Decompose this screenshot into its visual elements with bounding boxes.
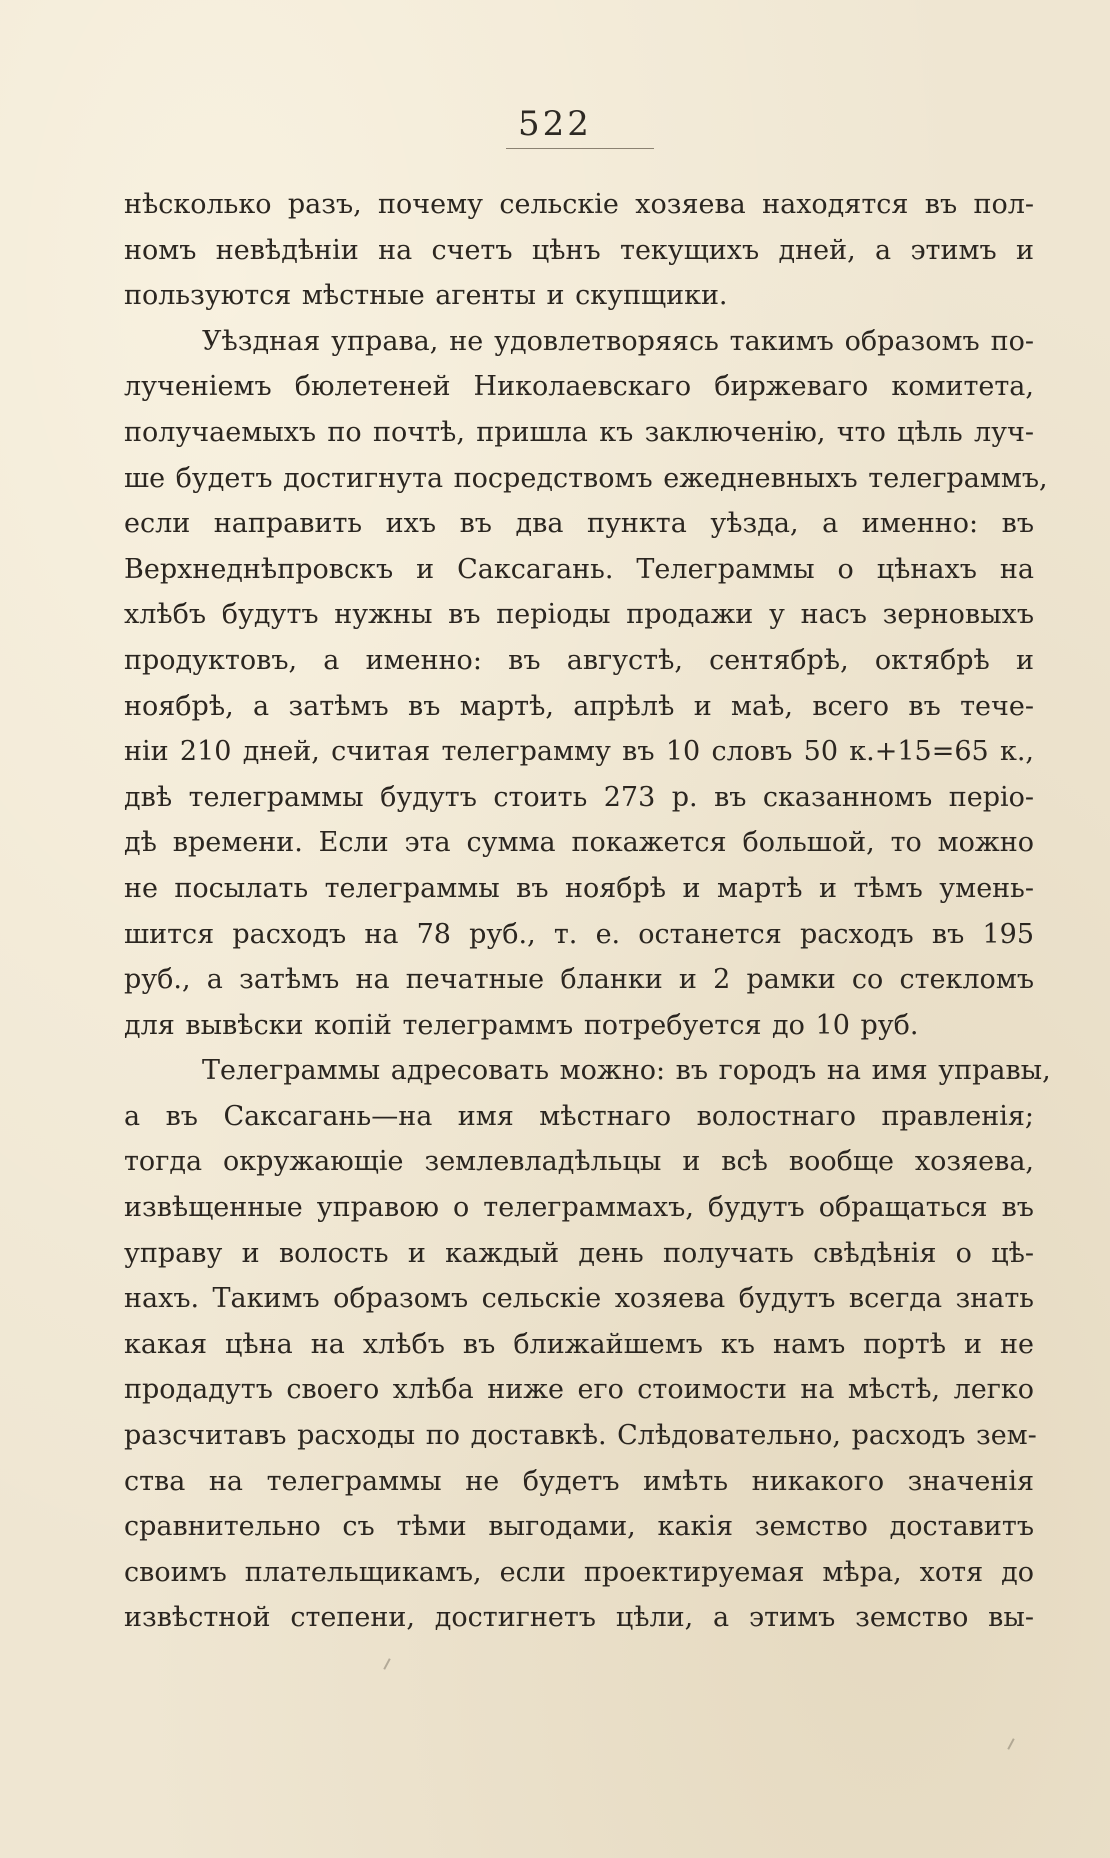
text-line: сравнительно съ тѣми выгодами, какія земство доставитъ bbox=[124, 1511, 1034, 1543]
text-line: а въ Саксагань—на имя мѣстнаго волостнаго правленія; bbox=[124, 1100, 1034, 1132]
text-line: нѣсколько разъ, почему сельскіе хозяева находятся въ пол- bbox=[124, 189, 1034, 220]
text-line: какая цѣна на хлѣбъ въ ближайшемъ къ намъ портѣ и не bbox=[124, 1328, 1034, 1360]
text-line: тогда окружающіе землевладѣльцы и всѣ вообще хозяева, bbox=[124, 1146, 1034, 1178]
text-line: шится расходъ на 78 руб., т. е. останется расходъ въ 195 bbox=[124, 918, 1034, 950]
text-line: лученіемъ бюлетеней Николаевскаго биржеваго комитета, bbox=[124, 371, 1034, 403]
text-line: Уѣздная управа, не удовлетворяясь такимъ образомъ по- bbox=[202, 325, 1034, 357]
text-line: Верхнеднѣпровскъ и Саксагань. Телеграммы о цѣнахъ на bbox=[124, 553, 1034, 585]
text-line: ства на телеграммы не будетъ имѣть никакого значенія bbox=[124, 1465, 1034, 1497]
text-line: своимъ плательщикамъ, если проектируемая мѣра, хотя до bbox=[124, 1556, 1034, 1588]
page-number: 522 bbox=[518, 104, 592, 144]
text-line: ніи 210 дней, считая телеграмму въ 10 словъ 50 к.+15=65 к., bbox=[124, 736, 1034, 768]
text-line: разсчитавъ расходы по доставкѣ. Слѣдовательно, расходъ зем- bbox=[124, 1420, 1037, 1452]
body-text bbox=[124, 182, 1051, 1641]
text-line: ноябрѣ, а затѣмъ въ мартѣ, апрѣлѣ и маѣ, всего въ тече- bbox=[124, 690, 1034, 722]
text-line: руб., а затѣмъ на печатные бланки и 2 рамки со стекломъ bbox=[124, 964, 1034, 996]
text-line: продуктовъ, а именно: въ августѣ, сентябрѣ, октябрѣ и bbox=[124, 644, 1034, 676]
text-line: пользуются мѣстные агенты и скупщики. bbox=[124, 280, 728, 312]
text-line: управу и волость и каждый день получать свѣдѣнія о цѣ- bbox=[124, 1237, 1034, 1269]
text-line: двѣ телеграммы будутъ стоить 273 р. въ сказанномъ періо- bbox=[124, 781, 1034, 813]
paper-speck bbox=[1007, 1738, 1014, 1750]
text-line: если направить ихъ въ два пункта уѣзда, а именно: въ bbox=[124, 508, 1034, 540]
text-line: хлѣбъ будутъ нужны въ періоды продажи у насъ зерновыхъ bbox=[124, 599, 1034, 631]
text-line: номъ невѣдѣніи на счетъ цѣнъ текущихъ дней, а этимъ и bbox=[124, 234, 1034, 266]
text-line: извѣщенные управою о телеграммахъ, будутъ обращаться въ bbox=[124, 1192, 1034, 1224]
text-line: Телеграммы адресовать можно: въ городъ на имя управы, bbox=[202, 1055, 1051, 1087]
text-line: дѣ времени. Если эта сумма покажется большой, то можно bbox=[124, 827, 1034, 859]
text-line: не посылать телеграммы въ ноябрѣ и мартѣ и тѣмъ умень- bbox=[124, 872, 1034, 904]
text-line: получаемыхъ по почтѣ, пришла къ заключенію, что цѣль луч- bbox=[124, 416, 1034, 448]
text-line: для вывѣски копій телеграммъ потребуется до 10 руб. bbox=[124, 1009, 919, 1041]
header-rule bbox=[506, 148, 654, 149]
text-line: продадутъ своего хлѣба ниже его стоимости на мѣстѣ, легко bbox=[124, 1374, 1034, 1406]
paper-speck bbox=[383, 1658, 390, 1670]
text-line: извѣстной степени, достигнетъ цѣли, а этимъ земство вы- bbox=[124, 1602, 1034, 1634]
text-line: нахъ. Такимъ образомъ сельскіе хозяева будутъ всегда знать bbox=[124, 1283, 1034, 1315]
text-line: ше будетъ достигнута посредствомъ ежедневныхъ телеграммъ, bbox=[124, 462, 1048, 494]
